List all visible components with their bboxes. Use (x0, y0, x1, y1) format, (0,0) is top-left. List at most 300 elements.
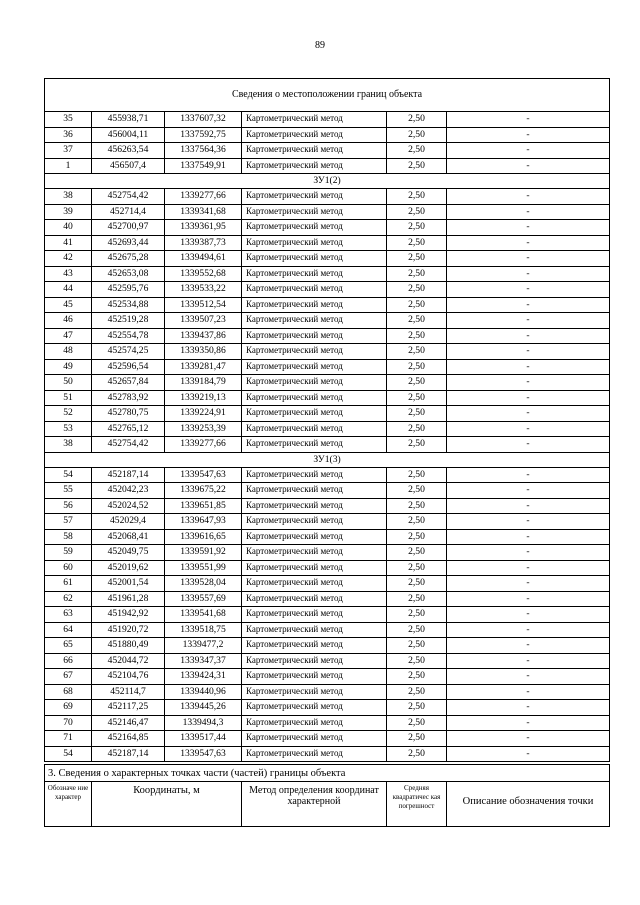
accuracy: 2,50 (387, 684, 447, 700)
coord-x: 452693,44 (92, 235, 165, 251)
coord-x: 456507,4 (92, 158, 165, 174)
point-number: 60 (45, 560, 92, 576)
table-row (45, 669, 610, 685)
section3-title-row (45, 765, 610, 782)
point-description: - (447, 282, 610, 298)
coord-x: 451942,92 (92, 607, 165, 623)
table-row (45, 437, 610, 453)
coord-y: 1339591,92 (165, 545, 242, 561)
point-description: - (447, 653, 610, 669)
coord-x: 452001,54 (92, 576, 165, 592)
coord-y: 1339424,31 (165, 669, 242, 685)
point-number: 38 (45, 437, 92, 453)
method: Картометрический метод (242, 127, 387, 143)
accuracy: 2,50 (387, 529, 447, 545)
header-description-text: Описание обозначения точки (462, 796, 594, 807)
point-description: - (447, 746, 610, 762)
method: Картометрический метод (242, 112, 387, 128)
coord-y: 1339437,86 (165, 328, 242, 344)
point-description: - (447, 638, 610, 654)
method: Картометрический метод (242, 653, 387, 669)
header-coordinates (92, 782, 242, 827)
accuracy: 2,50 (387, 607, 447, 623)
header-accuracy-text: Средняя квадратичес кая погрешност (392, 784, 441, 810)
point-number: 42 (45, 251, 92, 267)
accuracy: 2,50 (387, 359, 447, 375)
section3-title: 3. Сведения о характерных точках части (частей) границы объекта (45, 765, 610, 782)
point-description: - (447, 576, 610, 592)
coord-x: 452042,23 (92, 483, 165, 499)
method: Картометрический метод (242, 498, 387, 514)
coord-x: 456004,11 (92, 127, 165, 143)
accuracy: 2,50 (387, 746, 447, 762)
coord-y: 1339507,23 (165, 313, 242, 329)
table-row (45, 235, 610, 251)
table-row (45, 514, 610, 530)
method: Картометрический метод (242, 576, 387, 592)
method: Картометрический метод (242, 235, 387, 251)
method: Картометрический метод (242, 591, 387, 607)
point-number: 1 (45, 158, 92, 174)
coord-y: 1339494,61 (165, 251, 242, 267)
coord-y: 1339552,68 (165, 266, 242, 282)
point-description: - (447, 328, 610, 344)
point-description: - (447, 421, 610, 437)
coord-x: 452700,97 (92, 220, 165, 236)
point-number: 35 (45, 112, 92, 128)
coord-x: 452714,4 (92, 204, 165, 220)
page-number: 89 (315, 40, 325, 51)
point-description: - (447, 375, 610, 391)
point-description: - (447, 498, 610, 514)
coord-x: 452029,4 (92, 514, 165, 530)
accuracy: 2,50 (387, 483, 447, 499)
table-row (45, 560, 610, 576)
coord-x: 452554,78 (92, 328, 165, 344)
method: Картометрический метод (242, 189, 387, 205)
coord-y: 1339547,63 (165, 746, 242, 762)
accuracy: 2,50 (387, 297, 447, 313)
method: Картометрический метод (242, 700, 387, 716)
point-number: 57 (45, 514, 92, 530)
point-number: 61 (45, 576, 92, 592)
coord-y: 1339277,66 (165, 189, 242, 205)
table-row (45, 158, 610, 174)
point-number: 64 (45, 622, 92, 638)
coord-x: 451880,49 (92, 638, 165, 654)
accuracy: 2,50 (387, 576, 447, 592)
header-method-text: Метод определения координат характерной (249, 785, 379, 807)
method: Картометрический метод (242, 715, 387, 731)
table-row (45, 220, 610, 236)
coord-x: 452783,92 (92, 390, 165, 406)
point-number: 63 (45, 607, 92, 623)
header-accuracy (387, 782, 447, 827)
coord-y: 1337564,36 (165, 143, 242, 159)
coord-x: 452049,75 (92, 545, 165, 561)
point-number: 71 (45, 731, 92, 747)
coord-x: 452104,76 (92, 669, 165, 685)
coord-x: 452019,62 (92, 560, 165, 576)
accuracy: 2,50 (387, 204, 447, 220)
header-description (447, 782, 610, 827)
method: Картометрический метод (242, 359, 387, 375)
point-description: - (447, 143, 610, 159)
point-number: 40 (45, 220, 92, 236)
point-description: - (447, 390, 610, 406)
method: Картометрический метод (242, 638, 387, 654)
point-description: - (447, 622, 610, 638)
point-description: - (447, 112, 610, 128)
method: Картометрический метод (242, 143, 387, 159)
table-row (45, 266, 610, 282)
method: Картометрический метод (242, 158, 387, 174)
accuracy: 2,50 (387, 328, 447, 344)
accuracy: 2,50 (387, 715, 447, 731)
point-number: 69 (45, 700, 92, 716)
point-description: - (447, 560, 610, 576)
table-row (45, 282, 610, 298)
coord-y: 1339387,73 (165, 235, 242, 251)
accuracy: 2,50 (387, 313, 447, 329)
table-row (45, 127, 610, 143)
parcel-label: ЗУ1(2) (45, 174, 610, 189)
accuracy: 2,50 (387, 344, 447, 360)
coord-x: 452754,42 (92, 189, 165, 205)
table-row (45, 731, 610, 747)
table-row (45, 189, 610, 205)
table-row (45, 328, 610, 344)
point-description: - (447, 700, 610, 716)
coord-y: 1339440,96 (165, 684, 242, 700)
table-row (45, 746, 610, 762)
accuracy: 2,50 (387, 498, 447, 514)
point-description: - (447, 715, 610, 731)
method: Картометрический метод (242, 545, 387, 561)
parcel-header-row (45, 174, 610, 189)
method: Картометрический метод (242, 467, 387, 483)
parcel-header-row (45, 452, 610, 467)
accuracy: 2,50 (387, 282, 447, 298)
section3-table (44, 764, 610, 827)
section3-header-row (45, 782, 610, 827)
coord-x: 455938,71 (92, 112, 165, 128)
point-number: 54 (45, 746, 92, 762)
point-number: 67 (45, 669, 92, 685)
coord-x: 452653,08 (92, 266, 165, 282)
point-number: 48 (45, 344, 92, 360)
coord-y: 1339494,3 (165, 715, 242, 731)
point-number: 47 (45, 328, 92, 344)
accuracy: 2,50 (387, 638, 447, 654)
accuracy: 2,50 (387, 112, 447, 128)
method: Картометрический метод (242, 390, 387, 406)
coord-y: 1339184,79 (165, 375, 242, 391)
coord-x: 452534,88 (92, 297, 165, 313)
accuracy: 2,50 (387, 406, 447, 422)
point-description: - (447, 204, 610, 220)
point-description: - (447, 607, 610, 623)
table-row (45, 375, 610, 391)
point-description: - (447, 359, 610, 375)
point-number: 70 (45, 715, 92, 731)
header-method (242, 782, 387, 827)
method: Картометрический метод (242, 746, 387, 762)
point-number: 53 (45, 421, 92, 437)
table-row (45, 359, 610, 375)
point-number: 55 (45, 483, 92, 499)
method: Картометрический метод (242, 669, 387, 685)
accuracy: 2,50 (387, 189, 447, 205)
coord-x: 452146,47 (92, 715, 165, 731)
coord-x: 456263,54 (92, 143, 165, 159)
table-row (45, 313, 610, 329)
coord-y: 1339528,04 (165, 576, 242, 592)
point-description: - (447, 514, 610, 530)
table-row (45, 684, 610, 700)
accuracy: 2,50 (387, 220, 447, 236)
coord-x: 452754,42 (92, 437, 165, 453)
method: Картометрический метод (242, 220, 387, 236)
coord-y: 1337549,91 (165, 158, 242, 174)
accuracy: 2,50 (387, 251, 447, 267)
table-title: Сведения о местоположении границ объекта (45, 79, 610, 112)
coord-x: 452117,25 (92, 700, 165, 716)
table-row (45, 204, 610, 220)
table-row (45, 406, 610, 422)
method: Картометрический метод (242, 328, 387, 344)
coord-y: 1339512,54 (165, 297, 242, 313)
point-description: - (447, 437, 610, 453)
accuracy: 2,50 (387, 375, 447, 391)
method: Картометрический метод (242, 622, 387, 638)
coord-y: 1339647,93 (165, 514, 242, 530)
accuracy: 2,50 (387, 127, 447, 143)
point-number: 68 (45, 684, 92, 700)
table-row (45, 607, 610, 623)
coord-y: 1339350,86 (165, 344, 242, 360)
point-number: 58 (45, 529, 92, 545)
table-row (45, 545, 610, 561)
coord-y: 1339541,68 (165, 607, 242, 623)
accuracy: 2,50 (387, 560, 447, 576)
coord-y: 1339547,63 (165, 467, 242, 483)
coord-x: 452024,52 (92, 498, 165, 514)
point-number: 44 (45, 282, 92, 298)
accuracy: 2,50 (387, 235, 447, 251)
accuracy: 2,50 (387, 266, 447, 282)
table-row (45, 700, 610, 716)
point-description: - (447, 344, 610, 360)
method: Картометрический метод (242, 313, 387, 329)
point-number: 52 (45, 406, 92, 422)
coord-x: 452187,14 (92, 746, 165, 762)
table-title-row (45, 79, 610, 112)
boundary-coordinates-table (44, 78, 610, 762)
point-number: 65 (45, 638, 92, 654)
table-row (45, 390, 610, 406)
point-number: 54 (45, 467, 92, 483)
method: Картометрический метод (242, 421, 387, 437)
table-row (45, 421, 610, 437)
method: Картометрический метод (242, 529, 387, 545)
point-description: - (447, 684, 610, 700)
coord-y: 1339281,47 (165, 359, 242, 375)
header-coordinates-text: Координаты, м (133, 785, 200, 796)
coord-x: 452595,76 (92, 282, 165, 298)
table-row (45, 576, 610, 592)
header-designation-text: Обозначе ние характер (47, 784, 89, 801)
accuracy: 2,50 (387, 545, 447, 561)
point-number: 49 (45, 359, 92, 375)
table-row (45, 622, 610, 638)
table-row (45, 653, 610, 669)
accuracy: 2,50 (387, 731, 447, 747)
point-description: - (447, 731, 610, 747)
coord-y: 1337592,75 (165, 127, 242, 143)
coord-x: 452187,14 (92, 467, 165, 483)
point-number: 36 (45, 127, 92, 143)
coord-x: 452519,28 (92, 313, 165, 329)
method: Картометрический метод (242, 437, 387, 453)
table-row (45, 251, 610, 267)
point-number: 45 (45, 297, 92, 313)
coord-x: 452114,7 (92, 684, 165, 700)
point-description: - (447, 313, 610, 329)
coord-y: 1339341,68 (165, 204, 242, 220)
coord-x: 452657,84 (92, 375, 165, 391)
table-row (45, 344, 610, 360)
point-number: 56 (45, 498, 92, 514)
coord-y: 1339277,66 (165, 437, 242, 453)
coord-x: 452780,75 (92, 406, 165, 422)
accuracy: 2,50 (387, 591, 447, 607)
method: Картометрический метод (242, 607, 387, 623)
method: Картометрический метод (242, 731, 387, 747)
method: Картометрический метод (242, 297, 387, 313)
point-description: - (447, 483, 610, 499)
point-number: 59 (45, 545, 92, 561)
coord-x: 452574,25 (92, 344, 165, 360)
accuracy: 2,50 (387, 467, 447, 483)
coord-x: 452675,28 (92, 251, 165, 267)
point-description: - (447, 297, 610, 313)
header-designation (45, 782, 92, 827)
point-number: 46 (45, 313, 92, 329)
coord-x: 452596,54 (92, 359, 165, 375)
point-description: - (447, 545, 610, 561)
coord-y: 1339616,65 (165, 529, 242, 545)
method: Картометрический метод (242, 251, 387, 267)
table-row (45, 467, 610, 483)
point-number: 39 (45, 204, 92, 220)
coord-x: 451920,72 (92, 622, 165, 638)
point-number: 38 (45, 189, 92, 205)
point-description: - (447, 158, 610, 174)
coord-y: 1339517,44 (165, 731, 242, 747)
coord-y: 1339219,13 (165, 390, 242, 406)
coord-y: 1339361,95 (165, 220, 242, 236)
table-row (45, 529, 610, 545)
accuracy: 2,50 (387, 437, 447, 453)
coord-y: 1339224,91 (165, 406, 242, 422)
point-description: - (447, 591, 610, 607)
coord-x: 451961,28 (92, 591, 165, 607)
table-row (45, 483, 610, 499)
table-row (45, 143, 610, 159)
method: Картометрический метод (242, 375, 387, 391)
accuracy: 2,50 (387, 700, 447, 716)
accuracy: 2,50 (387, 669, 447, 685)
method: Картометрический метод (242, 483, 387, 499)
coord-y: 1339477,2 (165, 638, 242, 654)
method: Картометрический метод (242, 266, 387, 282)
accuracy: 2,50 (387, 143, 447, 159)
point-description: - (447, 220, 610, 236)
coord-y: 1339651,85 (165, 498, 242, 514)
coord-y: 1339675,22 (165, 483, 242, 499)
table-row (45, 591, 610, 607)
point-description: - (447, 467, 610, 483)
coord-x: 452765,12 (92, 421, 165, 437)
coord-x: 452044,72 (92, 653, 165, 669)
point-number: 43 (45, 266, 92, 282)
method: Картометрический метод (242, 684, 387, 700)
method: Картометрический метод (242, 560, 387, 576)
point-number: 66 (45, 653, 92, 669)
method: Картометрический метод (242, 204, 387, 220)
accuracy: 2,50 (387, 622, 447, 638)
method: Картометрический метод (242, 282, 387, 298)
point-description: - (447, 189, 610, 205)
point-description: - (447, 235, 610, 251)
coord-y: 1339347,37 (165, 653, 242, 669)
table-row (45, 498, 610, 514)
coord-y: 1339518,75 (165, 622, 242, 638)
coord-y: 1339445,26 (165, 700, 242, 716)
coord-y: 1337607,32 (165, 112, 242, 128)
coord-y: 1339557,69 (165, 591, 242, 607)
accuracy: 2,50 (387, 158, 447, 174)
point-description: - (447, 266, 610, 282)
accuracy: 2,50 (387, 421, 447, 437)
point-number: 51 (45, 390, 92, 406)
accuracy: 2,50 (387, 653, 447, 669)
table-row (45, 715, 610, 731)
point-description: - (447, 127, 610, 143)
method: Картометрический метод (242, 514, 387, 530)
table-row (45, 112, 610, 128)
table-row (45, 297, 610, 313)
point-number: 50 (45, 375, 92, 391)
table-row (45, 638, 610, 654)
point-number: 37 (45, 143, 92, 159)
point-description: - (447, 529, 610, 545)
point-number: 62 (45, 591, 92, 607)
coord-y: 1339253,39 (165, 421, 242, 437)
coord-y: 1339533,22 (165, 282, 242, 298)
point-description: - (447, 406, 610, 422)
parcel-label: ЗУ1(3) (45, 452, 610, 467)
point-description: - (447, 251, 610, 267)
coord-x: 452164,85 (92, 731, 165, 747)
accuracy: 2,50 (387, 514, 447, 530)
accuracy: 2,50 (387, 390, 447, 406)
point-description: - (447, 669, 610, 685)
method: Картометрический метод (242, 344, 387, 360)
point-number: 41 (45, 235, 92, 251)
coord-x: 452068,41 (92, 529, 165, 545)
